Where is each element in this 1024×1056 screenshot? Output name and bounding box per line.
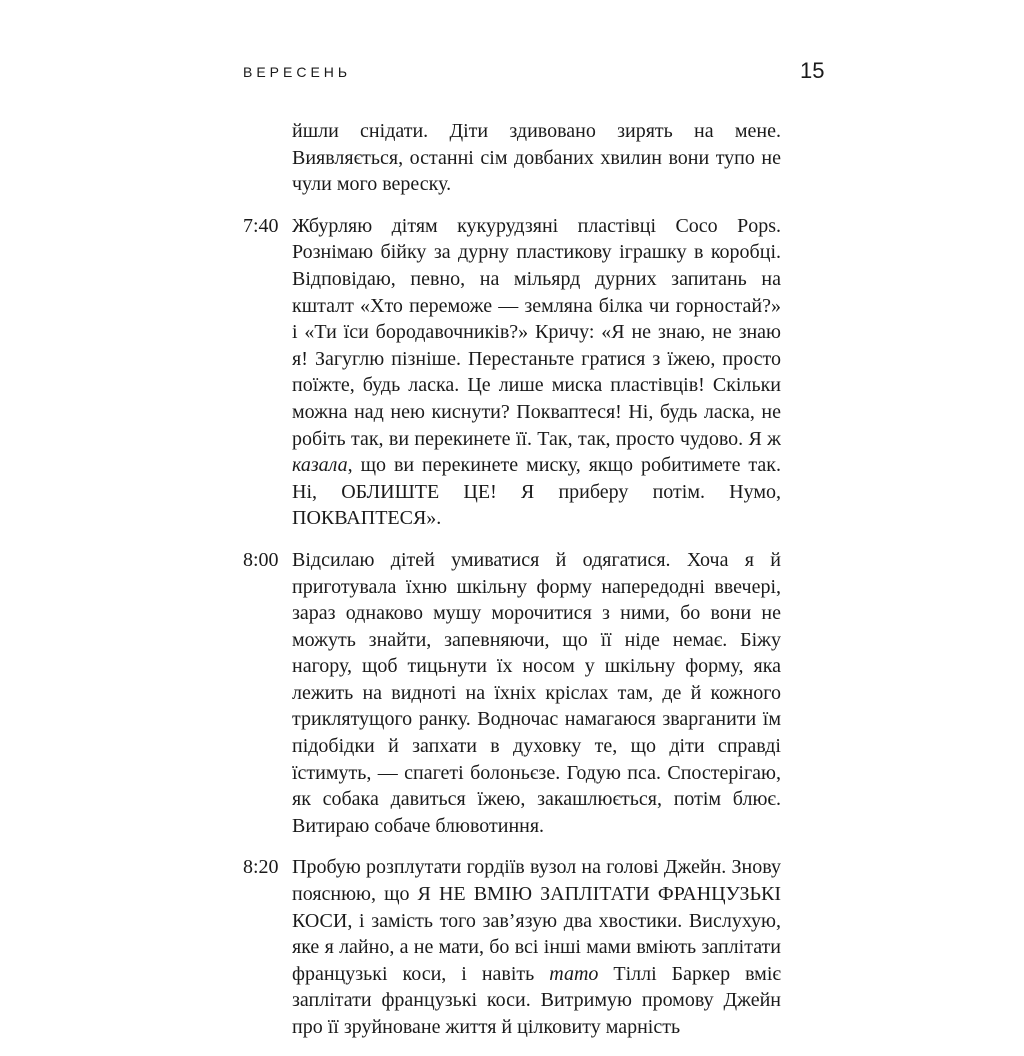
entry-text-part: Пробую розплутати гордіїв вузол на голові Джейн. Знову пояснюю, що Я НЕ ВМІЮ ЗАПЛІТАТИ ФРАНЦУЗЬКІ КОСИ, і замість того зав’язую два хвостики. Вислухую, яке я лайно, а не мати, бо всі інші мами вміють заплітати французькі коси, і навіть [292,856,781,985]
entry-text-italic: тато [549,962,599,985]
entry-text [292,213,781,532]
diary-entry-0800 [243,547,781,840]
entry-text: Відсилаю дітей умиватися й одягатися. Хоча я й приготувала їхню шкільну форму напередодні ввечері, зараз однаково мушу морочитися з ними, бо вони не можуть знайти, запевняючи, що її ніде немає. Біжу нагору, щоб тицьнути їх носом у шкільну форму, яка лежить на видноті на їхніх кріслах там, де й кожного триклятущого ранку. Водночас намагаюся зварганити їм підобідки й запхати в духовку те, що діти справді їстимуть, — спагеті болоньєзе. Годую пса. Спостерігаю, як собака давиться їжею, закашлюється, потім блює. Витираю собаче блювотиння. [292,548,781,837]
entry-time [243,118,292,198]
entry-time: 8:00 [243,548,279,571]
entry-text-italic: казала [292,454,348,477]
entry-time: 8:20 [243,856,279,879]
diary-entry-0740 [243,213,781,532]
page-header [0,0,1024,100]
diary-entry-continuation [243,118,781,198]
entry-text-part: Тіллі Баркер вміє заплітати французькі коси. Витримую промову Джейн про її зруйноване життя й цілковиту марність [292,962,781,1038]
entry-text: йшли снідати. Діти здивовано зирять на мене. Виявляється, останні сім довбаних хвилин вони тупо не чули мого вереску. [292,120,781,196]
entry-time: 7:40 [243,214,279,237]
diary-entry-0820 [243,854,781,1040]
entry-text-part: , що ви перекинете миску, якщо робитимете так. Ні, ОБЛИШТЕ ЦЕ! Я приберу потім. Нумо, ПОКВАПТЕСЯ». [292,454,781,530]
entry-text-part: Жбурляю дітям кукурудзяні пластівці Coco Pops. Рознімаю бійку за дурну пластикову іграшку в коробці. Відповідаю, певно, на мільярд дурних запитань на кшталт «Хто переможе — земляна білка чи горностай?» і «Ти їси бородавочників?» Кричу: «Я не знаю, не знаю я! Загуглю пізніше. Перестаньте гратися з їжею, просто поїжте, будь ласка. Це лише миска пластівців! Скільки можна над нею киснути? Покваптеся! Ні, будь ласка, не робіть так, ви перекинете її. Так, так, просто чудово. Я ж [292,214,781,450]
page-number: 15 [800,58,825,83]
diary-entries [243,118,781,1056]
running-head: ВЕРЕСЕНЬ [243,64,352,80]
entry-text [292,854,781,1040]
